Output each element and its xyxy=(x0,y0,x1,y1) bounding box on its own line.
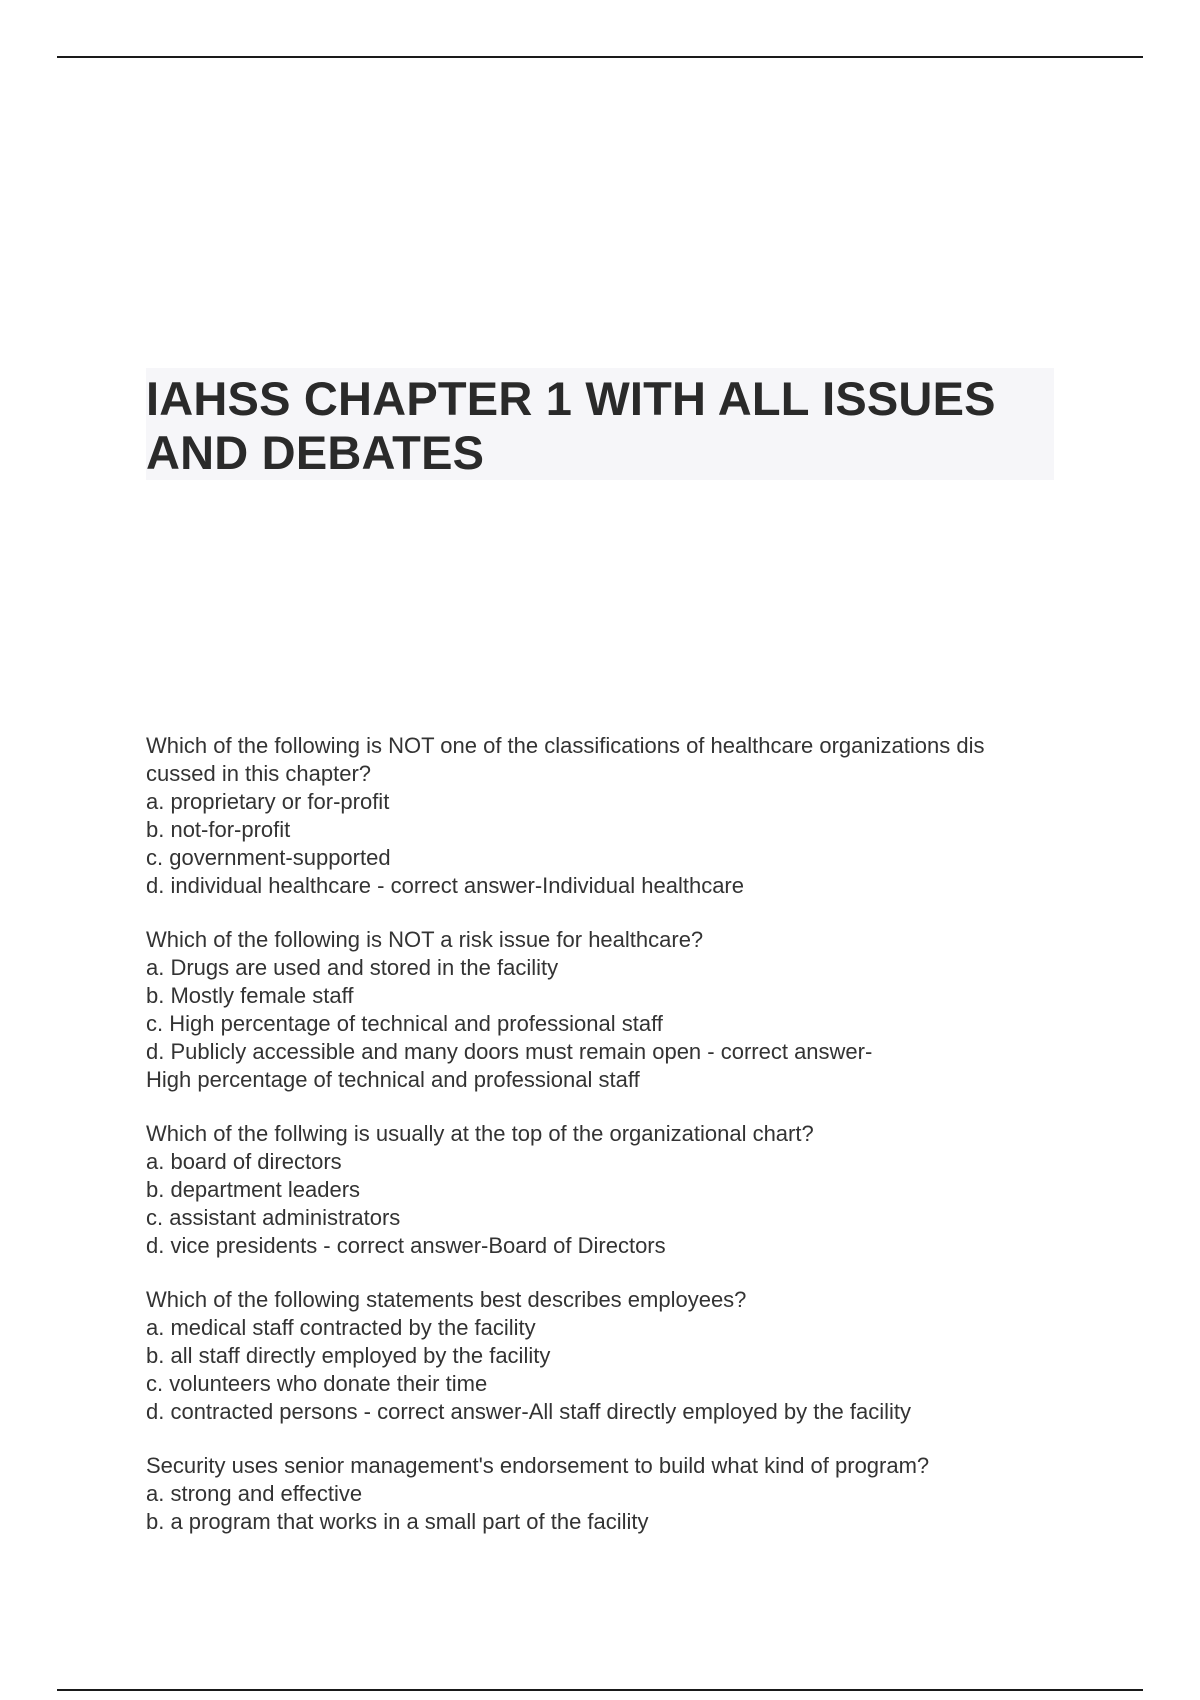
title-line: IAHSS CHAPTER 1 WITH ALL ISSUES xyxy=(146,372,996,425)
question-text: Which of the following is NOT a risk issue for healthcare? xyxy=(146,927,704,952)
answer-option: c. volunteers who donate their time xyxy=(146,1371,488,1396)
title-line: AND DEBATES xyxy=(146,426,485,479)
answer-option: a. board of directors xyxy=(146,1149,342,1174)
answer-option: b. Mostly female staff xyxy=(146,983,354,1008)
answer-option: c. government-supported xyxy=(146,845,391,870)
answer-option: d. individual healthcare - correct answer-Individual healthcare xyxy=(146,873,744,898)
question-5 xyxy=(146,1452,1066,1536)
question-3 xyxy=(146,1120,1066,1260)
correct-answer: High percentage of technical and professional staff xyxy=(146,1067,640,1092)
question-text: cussed in this chapter? xyxy=(146,761,372,786)
question-text: Which of the follwing is usually at the top of the organizational chart? xyxy=(146,1121,814,1146)
answer-option: b. not-for-profit xyxy=(146,817,291,842)
question-text: Security uses senior management's endorsement to build what kind of program? xyxy=(146,1453,930,1478)
answer-option: d. vice presidents - correct answer-Board of Directors xyxy=(146,1233,666,1258)
document-title xyxy=(146,368,1054,480)
answer-option: b. department leaders xyxy=(146,1177,361,1202)
question-list xyxy=(146,732,1066,1562)
answer-option: c. High percentage of technical and professional staff xyxy=(146,1011,663,1036)
question-2 xyxy=(146,926,1066,1094)
answer-option: c. assistant administrators xyxy=(146,1205,401,1230)
question-4 xyxy=(146,1286,1066,1426)
answer-option: a. medical staff contracted by the facility xyxy=(146,1315,536,1340)
top-rule xyxy=(57,56,1143,58)
answer-option: a. proprietary or for-profit xyxy=(146,789,390,814)
question-text: Which of the following is NOT one of the classifications of healthcare organizations dis xyxy=(146,733,985,758)
answer-option: d. contracted persons - correct answer-All staff directly employed by the facility xyxy=(146,1399,912,1424)
question-1 xyxy=(146,732,1066,900)
answer-option: a. Drugs are used and stored in the facility xyxy=(146,955,559,980)
answer-option: a. strong and effective xyxy=(146,1481,363,1506)
bottom-rule xyxy=(57,1689,1143,1691)
answer-option: b. a program that works in a small part of the facility xyxy=(146,1509,649,1534)
title-block xyxy=(146,368,1054,480)
answer-option: d. Publicly accessible and many doors must remain open - correct answer- xyxy=(146,1039,873,1064)
answer-option: b. all staff directly employed by the facility xyxy=(146,1343,551,1368)
question-text: Which of the following statements best describes employees? xyxy=(146,1287,747,1312)
